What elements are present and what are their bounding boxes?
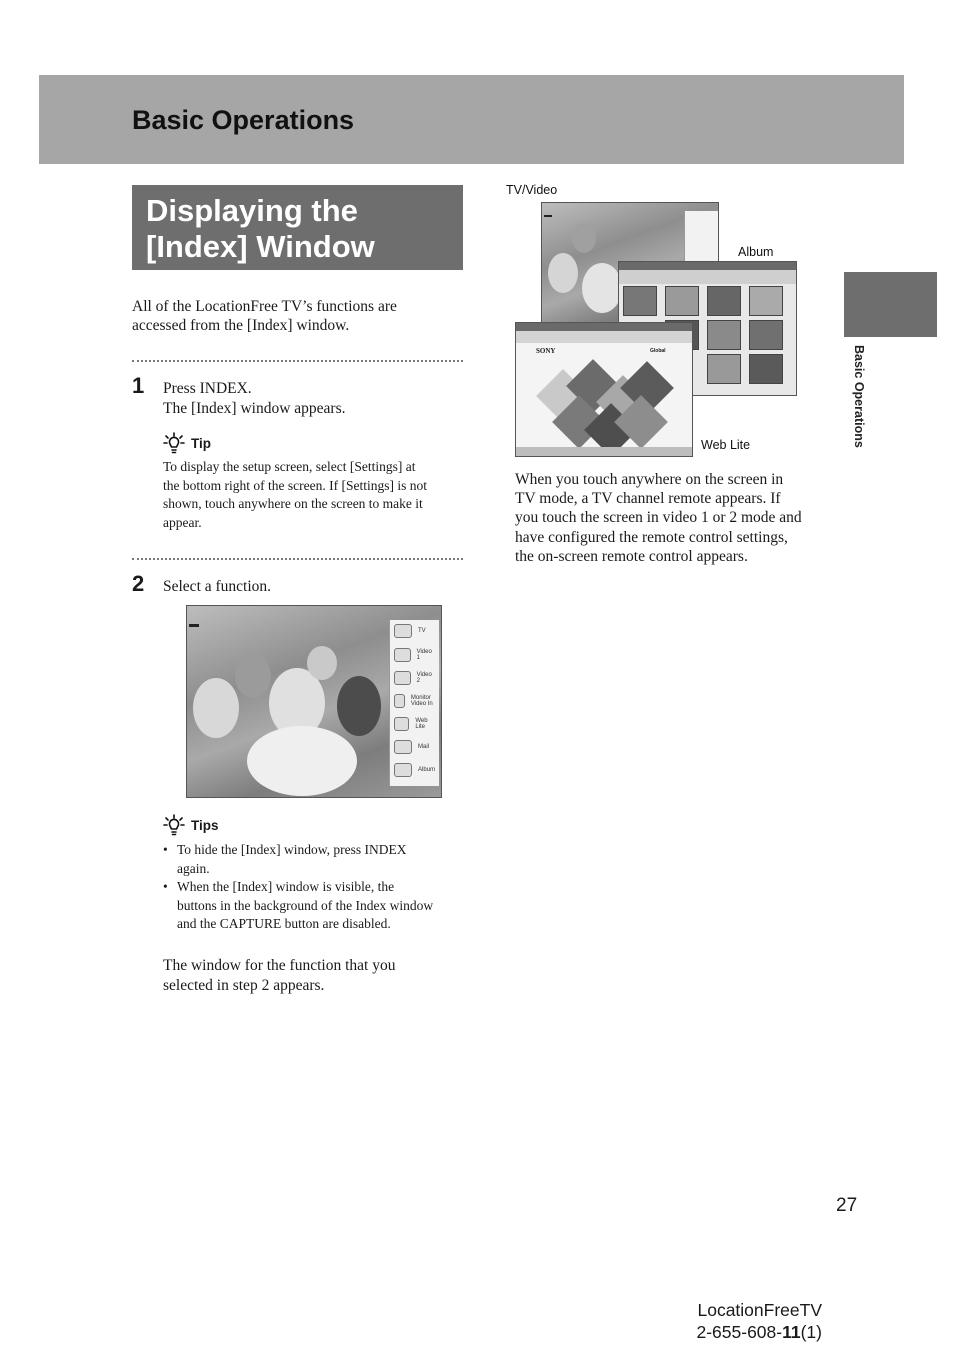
right-text-line-1: When you touch anywhere on the screen in xyxy=(515,471,784,488)
menu-item-video-2[interactable]: Video 2 xyxy=(394,671,435,685)
footer-code: 2-655-608-11(1) xyxy=(696,1322,822,1342)
step-2-number: 2 xyxy=(132,571,145,596)
lightbulb-icon xyxy=(163,814,185,836)
step-1-line-1: Press INDEX. xyxy=(163,380,252,397)
menu-item-video-1[interactable]: Video 1 xyxy=(394,648,435,662)
header-bar xyxy=(39,75,904,164)
after-step-line-1: The window for the function that you xyxy=(163,957,396,974)
tips-list xyxy=(163,841,473,934)
tips-item-1: • To hide the [Index] window, press INDEX again. xyxy=(163,841,473,878)
right-text-line-3: you touch the screen in video 1 or 2 mode and xyxy=(515,509,802,526)
menu-item-monitor-video-in[interactable]: Monitor Video In xyxy=(394,694,435,708)
menu-item-album[interactable]: Album xyxy=(394,763,435,777)
tips-heading-text: Tips xyxy=(191,817,219,833)
right-text-line-5: the on-screen remote control appears. xyxy=(515,548,748,565)
side-tab xyxy=(844,272,937,337)
figure-label-album: Album xyxy=(738,245,774,259)
step-1-line-2: The [Index] window appears. xyxy=(163,400,346,417)
tips-item-2: • When the [Index] window is visible, the buttons in the background of the Index window and the CAPTURE button are disabled. xyxy=(163,878,473,934)
footer-product: LocationFreeTV xyxy=(697,1300,822,1320)
right-text-line-2: TV mode, a TV channel remote appears. If xyxy=(515,490,781,507)
lightbulb-icon xyxy=(163,432,185,454)
web-lite-sony-logo: SONY xyxy=(536,347,556,355)
tips-heading xyxy=(163,814,219,836)
step-2-text: Select a function. xyxy=(163,578,272,595)
page-title-line-1: Displaying the xyxy=(146,193,358,228)
side-tab-label: Basic Operations xyxy=(852,345,866,448)
index-window-screenshot xyxy=(186,605,442,798)
tip-line-4: appear. xyxy=(163,515,202,530)
tip-heading-text: Tip xyxy=(191,435,211,451)
section-title: Basic Operations xyxy=(132,105,355,135)
divider-dotted-1 xyxy=(132,360,463,362)
web-lite-global-label: Global xyxy=(650,348,666,354)
step-1-number: 1 xyxy=(132,373,145,398)
menu-item-tv[interactable]: TV xyxy=(394,624,435,638)
tip-line-3: shown, touch anywhere on the screen to make it xyxy=(163,496,423,511)
intro-line-1: All of the LocationFree TV’s functions are xyxy=(132,298,397,315)
menu-item-mail[interactable]: Mail xyxy=(394,740,435,754)
page-title-line-2: [Index] Window xyxy=(146,229,375,264)
divider-dotted-2 xyxy=(132,558,463,560)
tip-line-1: To display the setup screen, select [Settings] at xyxy=(163,459,416,474)
footer xyxy=(696,1299,822,1343)
intro-line-2: accessed from the [Index] window. xyxy=(132,317,350,334)
tip-heading xyxy=(163,432,211,454)
web-lite-screenshot xyxy=(515,322,693,457)
page-title-box xyxy=(132,185,463,270)
tip-line-2: the bottom right of the screen. If [Settings] is not xyxy=(163,478,427,493)
after-step-line-2: selected in step 2 appears. xyxy=(163,977,325,994)
figure-label-tv-video: TV/Video xyxy=(506,183,558,197)
right-text-line-4: have configured the remote control settings, xyxy=(515,529,788,546)
menu-item-web-lite[interactable]: Web Lite xyxy=(394,717,435,731)
index-menu-panel xyxy=(389,620,439,786)
figure-label-web-lite: Web Lite xyxy=(701,438,751,452)
page-number: 27 xyxy=(836,1195,858,1216)
